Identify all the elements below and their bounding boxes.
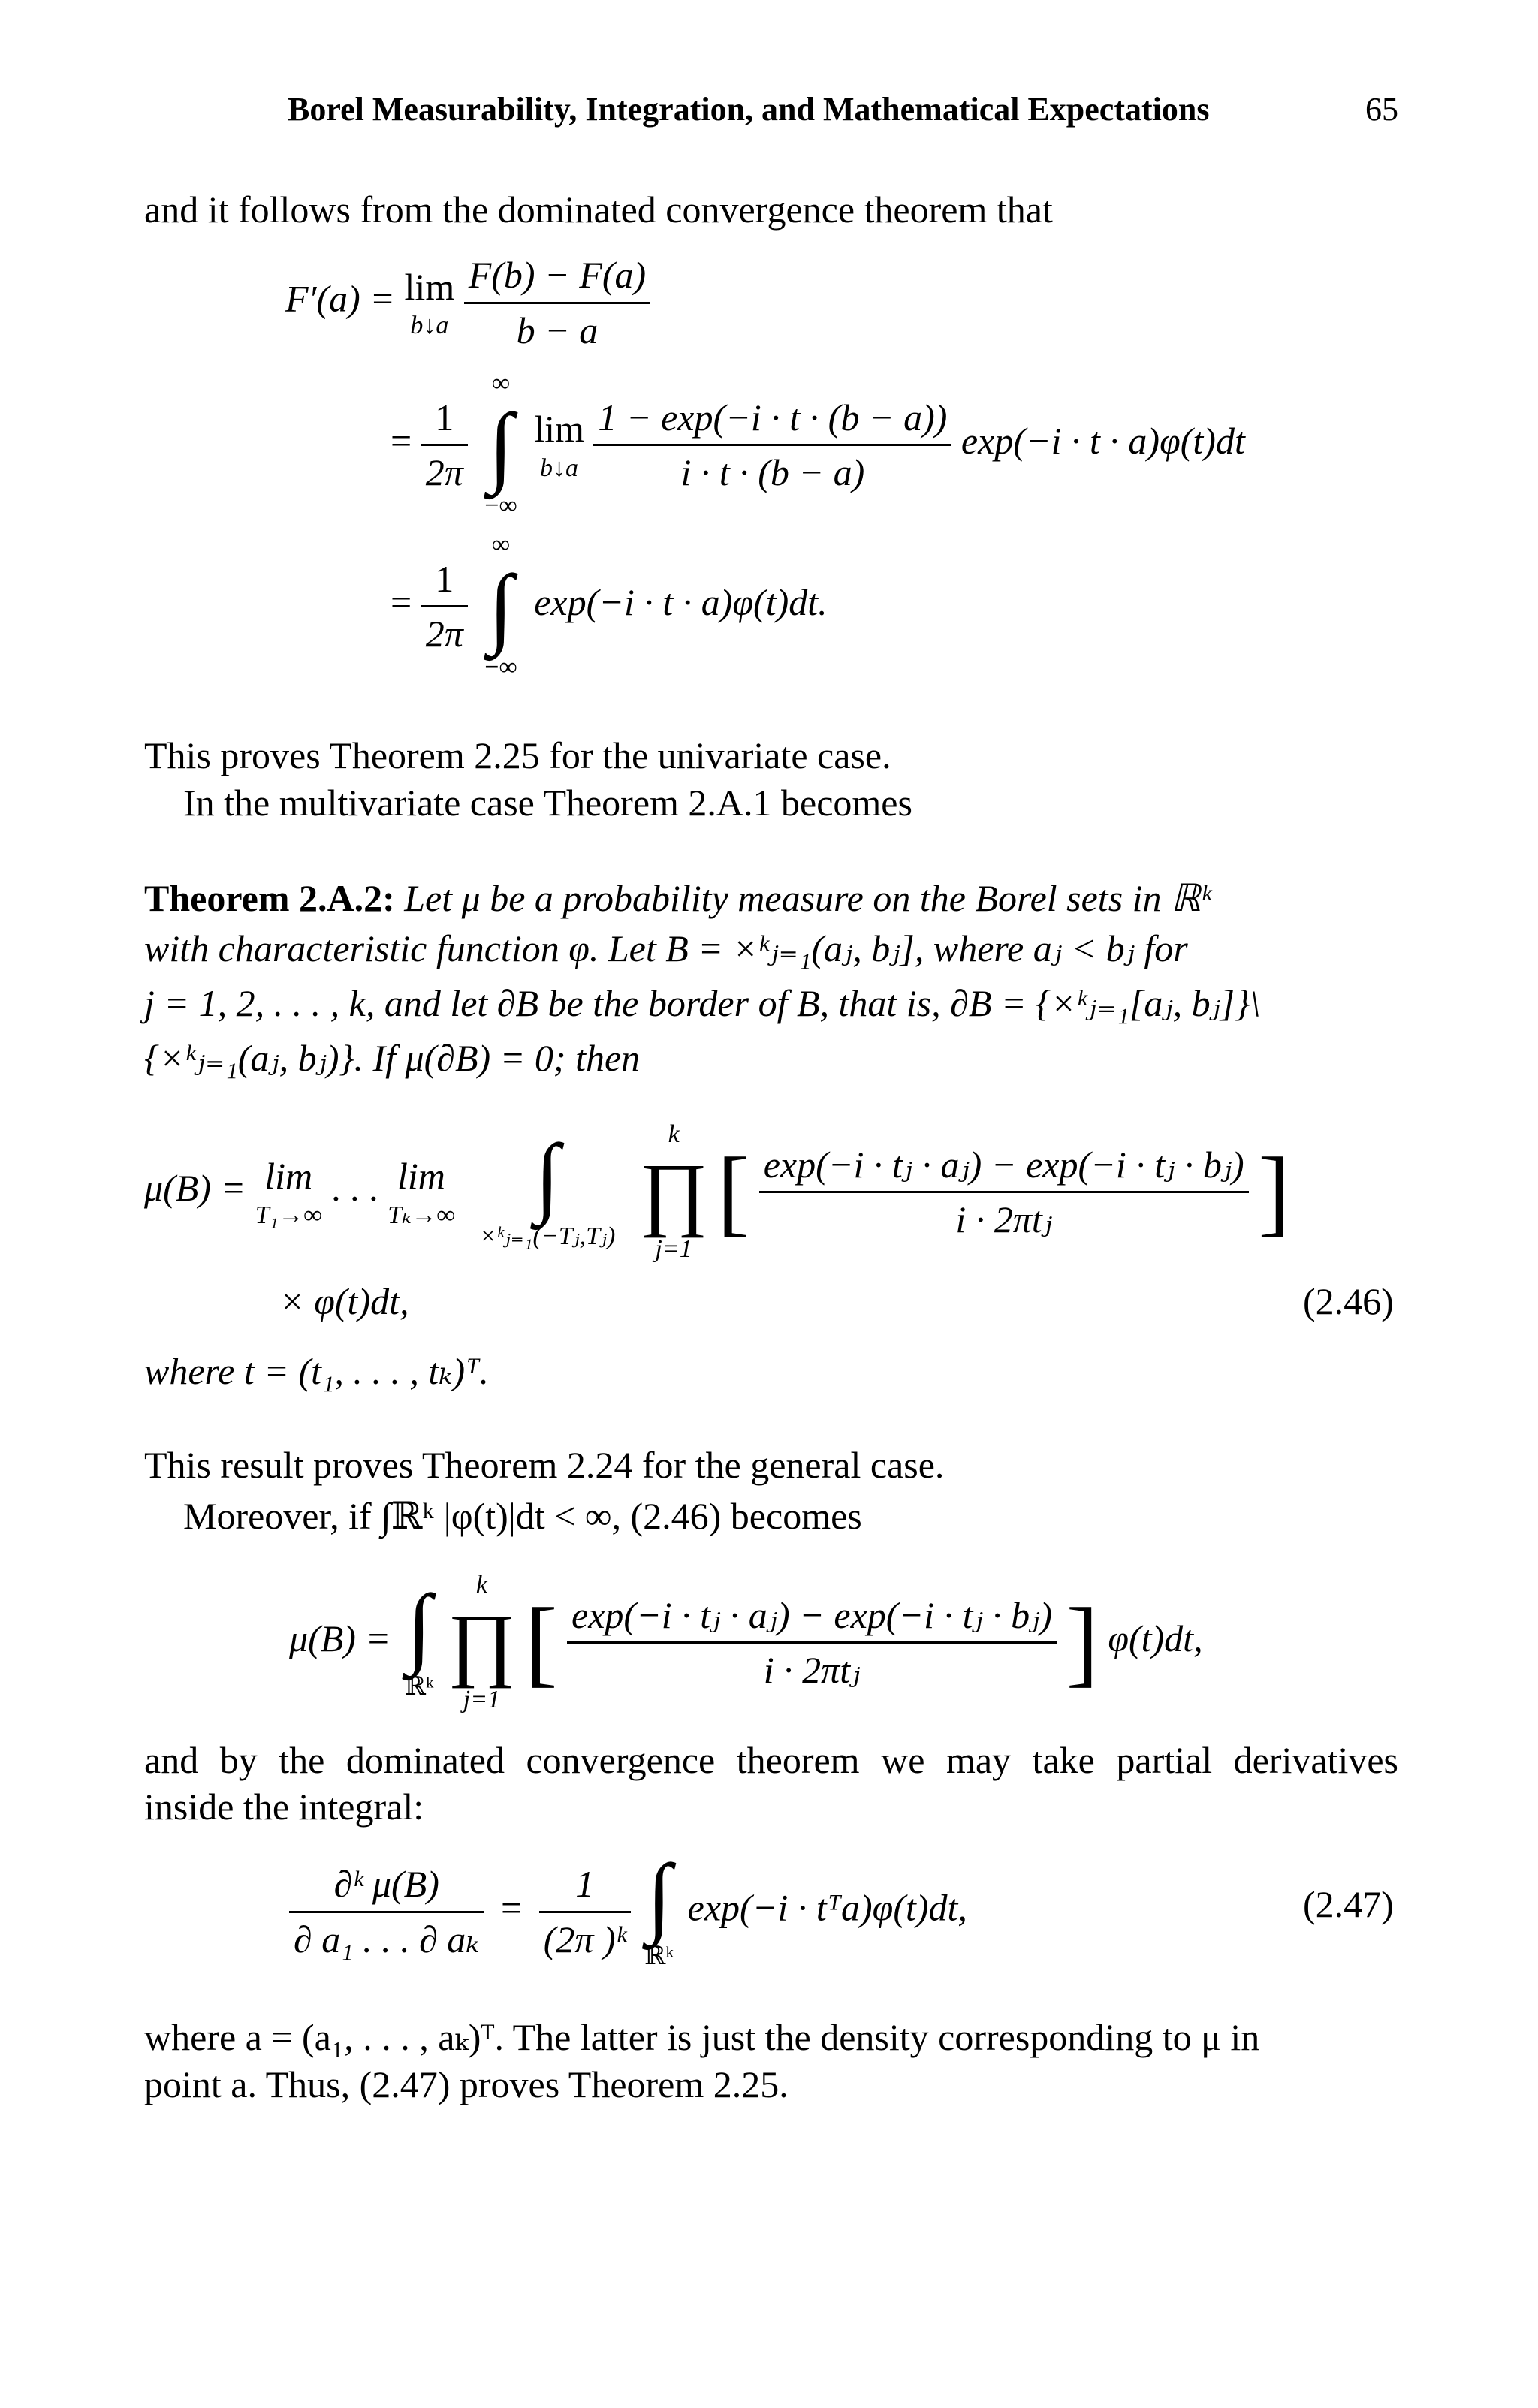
eq-mu-fraction: $\frac{\text{exp(−i · tⱼ · aⱼ) − exp(−i · tⱼ · bⱼ)}}{\text{i · 2πtⱼ}}$ — [567, 1592, 1057, 1694]
eq1-line1 — [285, 252, 650, 354]
eq246-number: (2.46) — [1303, 1280, 1394, 1322]
eq246-lim-k: lim Tₖ→∞ — [388, 1155, 455, 1229]
eq1-tail-3: exp(−i · t · a)φ(t)dt. — [534, 580, 828, 623]
eq246-main: μ(B) = lim T₁→∞ . . . lim Tₖ→∞ ∫ ×ᵏⱼ₌₁(−Tⱼ,Tⱼ) k ∏ j=1 [ $\frac{\text{exp(−i · tⱼ · aⱼ) − exp(−i · tⱼ · bⱼ)}}{\text{i · 2πtⱼ}}$ ] — [144, 1119, 1291, 1265]
para-multivariate: In the multivariate case Theorem 2.A.1 becomes — [183, 782, 912, 824]
eq1-line2 — [391, 368, 1245, 522]
eq1-coef-2: $\frac{1}{2\pi}$ — [421, 394, 468, 496]
eq-mu-product: k ∏ j=1 — [448, 1571, 516, 1713]
eq247-lhs: $\frac{\text{∂ᵏ μ(B)}}{\text{∂ a₁ . . . ∂ aₖ}}$ — [289, 1861, 484, 1963]
theorem-line1 — [144, 875, 1211, 922]
eq1-lhs: F′(a) = — [285, 277, 396, 320]
eq1-fraction-2: $\frac{1 - \exp(-i \cdot t \cdot (b - a))}{i \cdot t \cdot (b - a)}$ — [593, 394, 951, 496]
para-general-case: This result proves Theorem 2.24 for the general case. — [144, 1444, 945, 1486]
para-univariate: This proves Theorem 2.25 for the univariate case. — [144, 734, 891, 776]
eq246-where: where t = (t₁, . . . , tₖ)ᵀ. — [144, 1350, 489, 1392]
eq-mu-lhs: μ(B) = — [289, 1617, 391, 1659]
eq1-equals-2: = — [391, 419, 412, 462]
para-moreover: Moreover, if ∫ℝᵏ |φ(t)|dt < ∞, (2.46) becomes — [183, 1495, 862, 1537]
intro-line: and it follows from the dominated convergence theorem that — [144, 188, 1053, 231]
eq246-lim-1: lim T₁→∞ — [255, 1155, 322, 1229]
eq-mu-b: μ(B) = ∫ ℝᵏ k ∏ j=1 [ $\frac{\text{exp(−i · tⱼ · aⱼ) − exp(−i · tⱼ · bⱼ)}}{\text{i · 2πtⱼ}}$ ] φ(t)dt, — [289, 1569, 1203, 1716]
eq-mu-integral: ∫ ℝᵏ — [404, 1576, 434, 1701]
eq1-integral-2: ∞ ∫ −∞ — [484, 369, 517, 520]
theorem-label: Theorem 2.A.2: — [144, 877, 395, 919]
eq246-fraction: $\frac{\text{exp(−i · tⱼ · aⱼ) − exp(−i · tⱼ · bⱼ)}}{\text{i · 2πtⱼ}}$ — [759, 1141, 1249, 1243]
para-final-1: where a = (a₁, . . . , aₖ)ᵀ. The latter is just the density corresponding to μ in — [144, 2016, 1260, 2058]
running-header-title: Borel Measurability, Integration, and Mathematical Expectations — [288, 91, 1210, 128]
eq247-tail: exp(−i · tᵀa)φ(t)dt, — [687, 1886, 967, 1929]
eq246-integral: ∫ ×ᵏⱼ₌₁(−Tⱼ,Tⱼ) — [479, 1126, 616, 1251]
eq246-dots: . . . — [331, 1166, 378, 1209]
eq247-number: (2.47) — [1303, 1883, 1394, 1925]
theorem-line4: {×ᵏⱼ₌₁(aⱼ, bⱼ)}. If μ(∂B) = 0; then — [144, 1037, 641, 1079]
eq-mu-tail: φ(t)dt, — [1108, 1617, 1203, 1659]
eq1-lim-2: lim b↓a — [534, 408, 584, 482]
theorem-text-1: Let μ be a probability measure on the Borel sets in ℝᵏ — [404, 877, 1211, 919]
theorem-line2: with characteristic function φ. Let B = ×ᵏⱼ₌₁(aⱼ, bⱼ], where aⱼ < bⱼ for — [144, 927, 1188, 969]
theorem-line3: j = 1, 2, . . . , k, and let ∂B be the border of B, that is, ∂B = {×ᵏⱼ₌₁[aⱼ, bⱼ]}\ — [144, 982, 1261, 1024]
eq1-equals-3: = — [391, 580, 412, 623]
eq246-second-line: × φ(t)dt, — [279, 1280, 409, 1322]
page-number: 65 — [1365, 91, 1398, 128]
eq247-coef: $\frac{1}{\text{(2π )ᵏ}}$ — [539, 1861, 631, 1963]
eq247 — [289, 1846, 967, 1973]
eq1-line3 — [391, 529, 828, 683]
eq247-equals: = — [501, 1886, 523, 1929]
para-dominated-2: inside the integral: — [144, 1786, 424, 1828]
para-final-2: point a. Thus, (2.47) proves Theorem 2.25. — [144, 2063, 789, 2105]
eq1-tail-2: exp(−i · t · a)φ(t)dt — [960, 419, 1245, 462]
eq1-fraction: $\frac{F(b) - F(a)}{b - a}$ — [464, 252, 650, 354]
eq246-product: k ∏ j=1 — [639, 1120, 708, 1263]
para-dominated-1: and by the dominated convergence theorem we may take partial derivatives — [144, 1739, 1398, 1781]
eq246-lhs: μ(B) = — [144, 1166, 246, 1209]
eq1-coef-3: $\frac{1}{2\pi}$ — [421, 556, 468, 658]
eq1-integral-3: ∞ ∫ −∞ — [484, 531, 517, 681]
eq247-integral: ∫ ℝᵏ — [644, 1846, 674, 1970]
eq1-lim: lim b↓a — [404, 265, 455, 339]
